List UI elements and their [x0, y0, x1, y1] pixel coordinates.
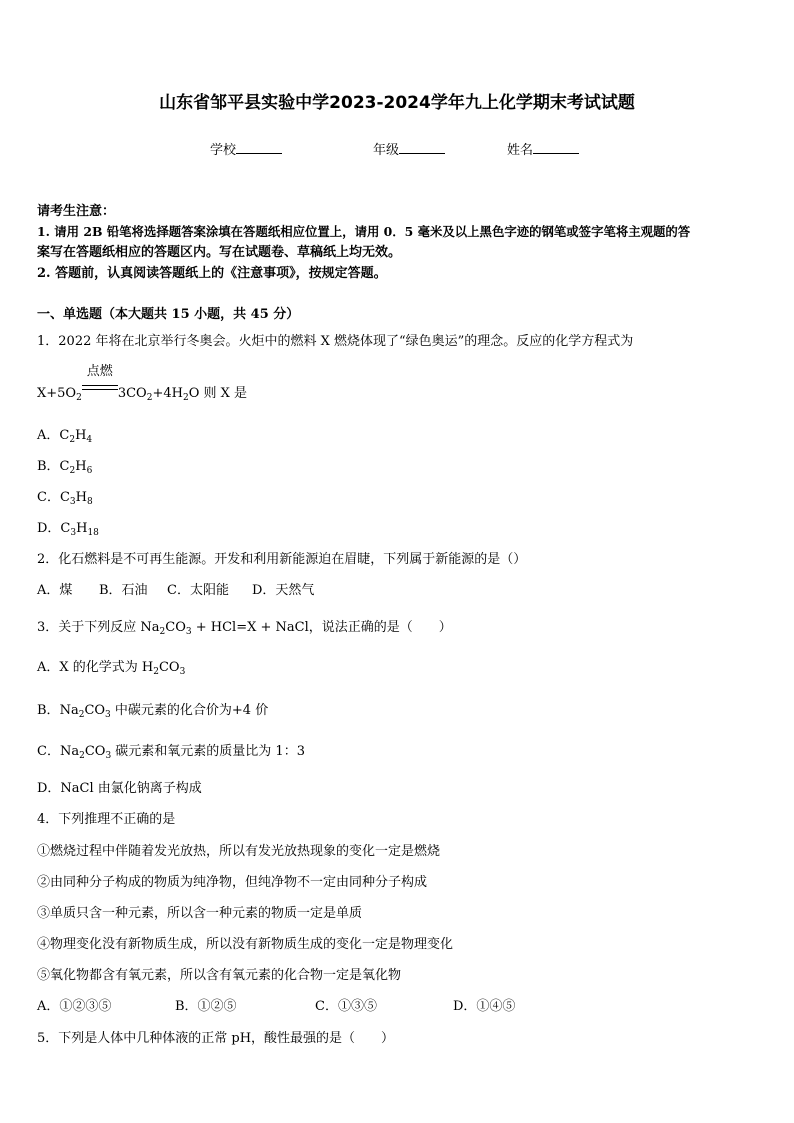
q4-statement-2: ②由同种分子构成的物质为纯净物，但纯净物不一定由同种分子构成 — [37, 875, 428, 890]
q1-option-a[interactable]: A．$C_2H_4$ — [37, 428, 93, 445]
q4-option-d[interactable]: D．①④⑤ — [453, 999, 516, 1014]
reaction-arrow — [82, 364, 118, 397]
reaction-condition: 点燃 — [86, 364, 113, 379]
q3-option-d[interactable]: D．NaCl 由氯化钠离子构成 — [37, 781, 202, 796]
q2-stem: 2．化石燃料是不可再生能源。开发和利用新能源迫在眉睫，下列属于新能源的是（） — [37, 552, 527, 567]
q3-option-a[interactable]: A．X 的化学式为 $H_2CO_3$ — [37, 660, 186, 677]
q2-options — [37, 583, 314, 599]
school-field — [210, 142, 282, 159]
q5-stem: 5．下列是人体中几种体液的正常 pH，酸性最强的是（ ） — [37, 1031, 395, 1046]
q3-option-b[interactable]: B．$Na_2CO_3$ 中碳元素的化合价为+4 价 — [37, 703, 269, 720]
name-blank[interactable] — [533, 142, 579, 154]
q4-option-a[interactable]: A．①②③⑤ — [37, 999, 112, 1014]
q4-statement-5: ⑤氧化物都含有氧元素，所以含有氧元素的化合物一定是氧化物 — [37, 968, 402, 983]
q2-option-d[interactable]: D．天然气 — [252, 583, 315, 598]
notice-heading: 请考生注意： — [37, 204, 116, 219]
section-heading: 一、单选题（本大题共 15 小题，共 45 分） — [37, 307, 300, 322]
school-blank[interactable] — [236, 142, 282, 154]
page-title: 山东省邹平县实验中学2023-2024学年九上化学期末考试试题 — [159, 93, 635, 113]
name-field — [507, 142, 579, 159]
notice-item-1b: 案写在答题纸相应的答题区内。写在试题卷、草稿纸上均无效。 — [37, 245, 402, 260]
notice-item-1a: 1. 请用 2B 铅笔将选择题答案涂填在答题纸相应位置上，请用 0．5 毫米及以上黑色字迹的钢笔或签字笔将主观题的答 — [37, 224, 691, 239]
q3-option-c[interactable]: C．$Na_2CO_3$ 碳元素和氧元素的质量比为 1：3 — [37, 744, 305, 761]
name-label: 姓名 — [507, 143, 534, 158]
q4-option-b[interactable]: B．①②⑤ — [175, 999, 237, 1014]
q4-statement-4: ④物理变化没有新物质生成，所以没有新物质生成的变化一定是物理变化 — [37, 937, 454, 952]
q2-option-c[interactable]: C．太阳能 — [167, 583, 229, 598]
q1-equation: $X+5O_2$ 点燃 $3CO_2+4H_2O$ 则 X 是 — [37, 364, 247, 403]
grade-field — [373, 142, 445, 159]
q1-option-d[interactable]: D．$C_3H_{18}$ — [37, 521, 99, 538]
q4-statement-1: ①燃烧过程中伴随着发光放热，所以有发光放热现象的变化一定是燃烧 — [37, 844, 441, 859]
q1-option-c[interactable]: C．$C_3H_8$ — [37, 490, 93, 507]
grade-label: 年级 — [373, 143, 400, 158]
q2-option-b[interactable]: B．石油 — [99, 583, 148, 598]
q4-statement-3: ③单质只含一种元素，所以含一种元素的物质一定是单质 — [37, 906, 363, 921]
q3-stem: 3．关于下列反应 $Na_2CO_3 + HCl=X$ + NaCl，说法正确的是（ ） — [37, 620, 452, 637]
q4-option-c[interactable]: C．①③⑤ — [315, 999, 377, 1014]
q4-stem: 4．下列推理不正确的是 — [37, 812, 176, 827]
q2-option-a[interactable]: A．煤 — [37, 583, 73, 598]
q4-options — [37, 999, 515, 1015]
q1-option-b[interactable]: B．$C_2H_6$ — [37, 459, 93, 476]
notice-item-2: 2. 答题前，认真阅读答题纸上的《注意事项》，按规定答题。 — [37, 266, 387, 281]
school-label: 学校 — [210, 143, 237, 158]
q1-stem: 1．2022 年将在北京举行冬奥会。火炬中的燃料 X 燃烧体现了“绿色奥运”的理念。反应的化学方程式为 — [37, 334, 634, 349]
grade-blank[interactable] — [399, 142, 445, 154]
